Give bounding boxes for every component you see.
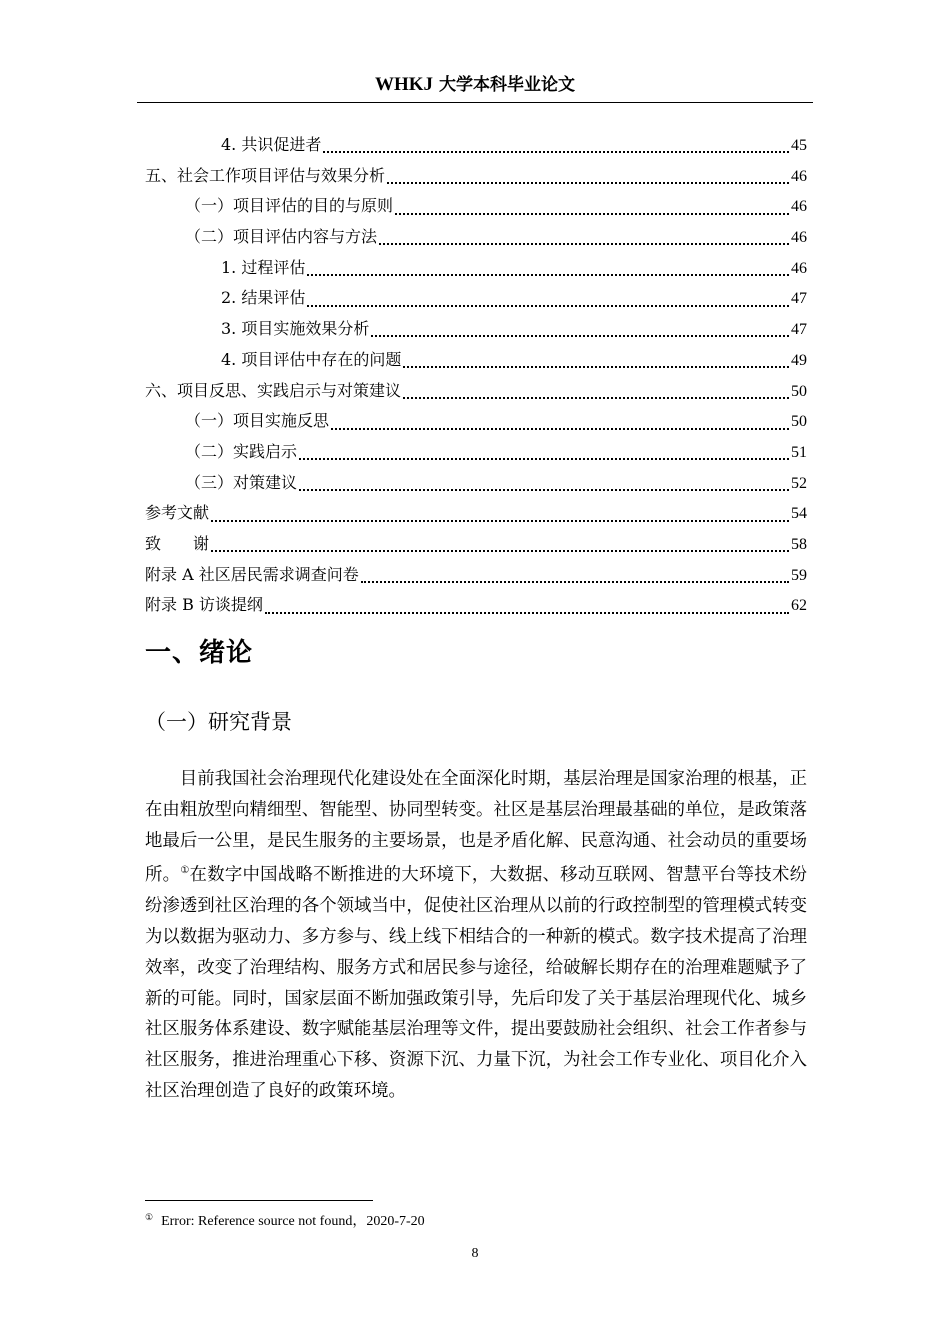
toc-leader-dots xyxy=(323,151,789,153)
toc-entry-page: 49 xyxy=(791,351,807,369)
toc-entry-label: 2. 结果评估 xyxy=(221,288,306,308)
toc-leader-dots xyxy=(211,550,789,552)
toc-entry-label: 参考文献 xyxy=(145,503,210,523)
toc-entry-page: 51 xyxy=(791,443,807,461)
section-subheading: （一）研究背景 xyxy=(145,710,292,734)
toc-entry[interactable] xyxy=(145,376,807,407)
toc-leader-dots xyxy=(371,335,789,337)
toc-entry-page: 59 xyxy=(791,566,807,584)
toc-leader-dots xyxy=(307,305,789,307)
toc-entry-label: （一）项目评估的目的与原则 xyxy=(185,196,394,216)
toc-entry-page: 47 xyxy=(791,321,807,339)
page-header xyxy=(137,72,813,103)
toc-entry[interactable] xyxy=(145,222,807,253)
toc-leader-dots xyxy=(299,458,789,460)
toc-entry[interactable] xyxy=(145,437,807,468)
page-number: 8 xyxy=(471,1246,479,1261)
footnote-text: Error: Reference source not found，2020-7-20 xyxy=(161,1214,425,1229)
paragraph-text-part1: 目前我国社会治理现代化建设处在全面深化时期，基层治理是国家治理的根基，正在由粗放型向精细型、智能型、协同型转变。社区是基层治理最基础的单位，是政策落地最后一公里，是民生服务的主要场景，也是矛盾化解、民意沟通、社会动员的重要场所。 xyxy=(145,769,807,886)
toc-leader-dots xyxy=(379,243,789,245)
toc-entry-label: 4. 项目评估中存在的问题 xyxy=(221,349,402,369)
toc-leader-dots xyxy=(403,397,789,399)
toc-entry-page: 45 xyxy=(791,137,807,154)
toc-entry[interactable] xyxy=(145,560,807,591)
toc-entry[interactable] xyxy=(145,314,807,345)
toc-entry[interactable] xyxy=(145,191,807,222)
toc-entry-page: 50 xyxy=(791,382,807,400)
toc-entry-page: 46 xyxy=(791,167,807,185)
toc-leader-dots xyxy=(307,274,789,276)
toc-leader-dots xyxy=(361,581,789,583)
toc-leader-dots xyxy=(299,489,789,491)
toc-leader-dots xyxy=(387,182,789,184)
toc-entry[interactable] xyxy=(145,406,807,437)
toc-entry-label: 致 谢 xyxy=(145,533,210,553)
toc-entry[interactable] xyxy=(145,345,807,376)
toc-leader-dots xyxy=(403,366,789,368)
footnote-mark: ① xyxy=(145,1212,154,1222)
toc-entry-label: 1. 过程评估 xyxy=(221,257,306,277)
body-paragraph xyxy=(145,764,807,1107)
toc-entry-page: 46 xyxy=(791,229,807,247)
toc-leader-dots xyxy=(211,520,789,522)
toc-leader-dots xyxy=(265,612,789,614)
header-title-latin: WHKJ xyxy=(374,74,434,95)
table-of-contents xyxy=(145,130,807,621)
toc-leader-dots xyxy=(331,428,789,430)
toc-entry[interactable] xyxy=(145,283,807,314)
toc-entry-page: 46 xyxy=(791,198,807,216)
toc-entry[interactable] xyxy=(145,253,807,284)
toc-entry-label: （二）项目评估内容与方法 xyxy=(185,227,378,247)
toc-entry-label: （二）实践启示 xyxy=(185,441,298,461)
toc-entry-page: 62 xyxy=(791,597,807,615)
paragraph-text-part2: 在数字中国战略不断推进的大环境下，大数据、移动互联网、智慧平台等技术纷纷渗透到社区治理的各个领域当中，促使社区治理从以前的行政控制型的管理模式转变为以数据为驱动力、多方参与、线上线下相结合的一种新的模式。数字技术提高了治理效率，改变了治理结构、服务方式和居民参与途径，给破解长期存在的治理难题赋予了新的可能。同时，国家层面不断加强政策引导，先后印发了关于基层治理现代化、城乡社区服务体系建设、数字赋能基层治理等文件，提出要鼓励社会组织、社会工作者参与社区服务，推进治理重心下移、资源下沉、力量下沉，为社会工作专业化、项目化介入社区治理创造了良好的政策环境。 xyxy=(145,865,807,1101)
footnote xyxy=(145,1210,425,1230)
toc-leader-dots xyxy=(395,213,789,215)
footnote-divider xyxy=(145,1200,373,1201)
toc-entry-page: 47 xyxy=(791,290,807,308)
section-heading: 一、绪论 xyxy=(145,638,254,668)
header-title-cn: 大学本科毕业论文 xyxy=(439,75,576,95)
toc-entry-label: 3. 项目实施效果分析 xyxy=(221,319,370,339)
footnote-reference[interactable]: ① xyxy=(180,865,190,877)
toc-entry[interactable] xyxy=(145,529,807,560)
toc-entry-page: 46 xyxy=(791,259,807,277)
toc-entry-label: （三）对策建议 xyxy=(185,472,298,492)
toc-entry[interactable] xyxy=(145,590,807,621)
toc-entry[interactable] xyxy=(145,498,807,529)
toc-entry-label: 附录 A 社区居民需求调查问卷 xyxy=(145,564,359,584)
toc-entry[interactable] xyxy=(145,161,807,192)
toc-entry-page: 50 xyxy=(791,413,807,431)
toc-entry-page: 52 xyxy=(791,474,807,492)
toc-entry-page: 58 xyxy=(791,535,807,553)
toc-entry-label: 4. 共识促进者 xyxy=(221,135,322,154)
toc-entry[interactable] xyxy=(145,130,807,161)
toc-entry-label: 五、社会工作项目评估与效果分析 xyxy=(145,165,386,185)
toc-entry-label: 六、项目反思、实践启示与对策建议 xyxy=(145,380,402,400)
toc-entry-label: （一）项目实施反思 xyxy=(185,411,330,431)
toc-entry-page: 54 xyxy=(791,505,807,523)
toc-entry-label: 附录 B 访谈提纲 xyxy=(145,595,263,615)
toc-entry[interactable] xyxy=(145,468,807,499)
